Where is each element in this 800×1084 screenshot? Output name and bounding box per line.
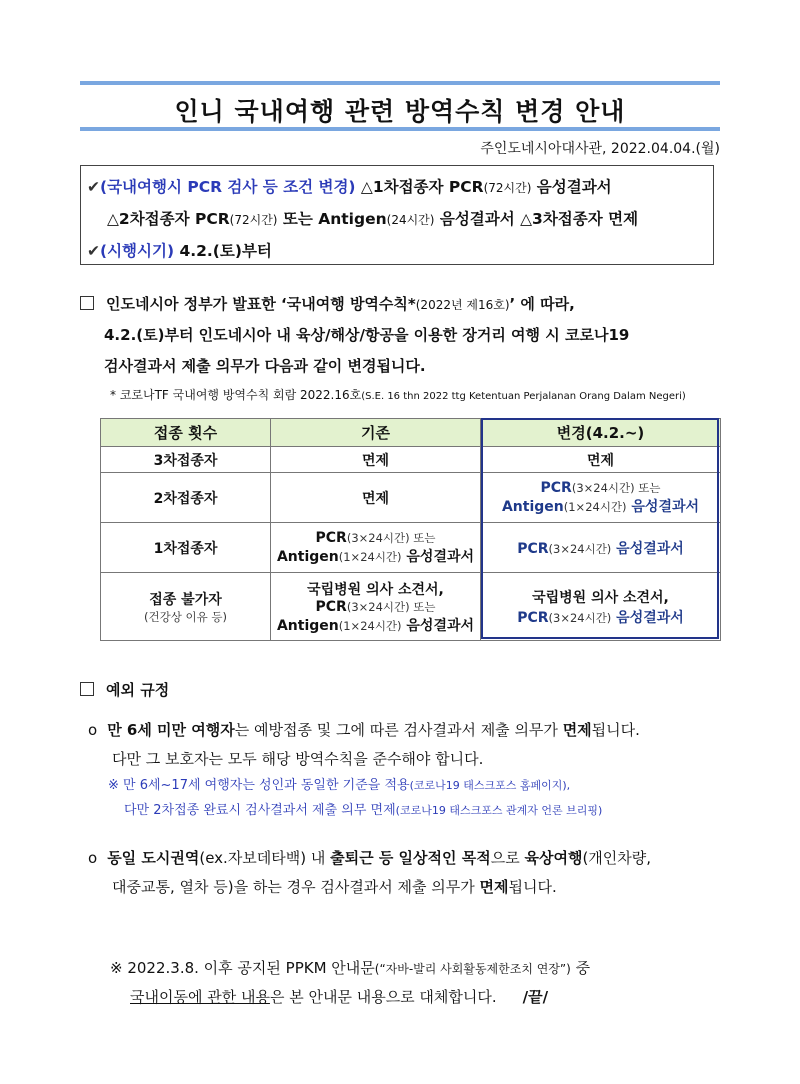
section2-heading-text: 예외 규정 xyxy=(106,681,170,699)
issuer-date: 주인도네시아대사관, 2022.04.04.(월) xyxy=(480,141,720,157)
table-cell-label: 1차접종자 xyxy=(101,523,271,573)
closing-line-2 xyxy=(130,983,548,1012)
summary-text: 4.2.(토)부터 xyxy=(174,242,272,260)
footnote-text: (S.E. 16 thn 2022 ttg Ketentuan Perjalanan Orang Dalam Negeri) xyxy=(361,391,686,402)
end-mark: /끝/ xyxy=(522,988,549,1006)
item-text: 됩니다. xyxy=(591,721,640,739)
summary-text: 음성결과서 △3차접종자 면제 xyxy=(434,210,639,228)
cell-text: PCR xyxy=(517,609,549,626)
vaccination-table xyxy=(100,418,721,641)
item-text: 면제 xyxy=(562,721,592,739)
summary-text: 또는 Antigen xyxy=(277,210,387,228)
cell-text: Antigen xyxy=(276,548,339,565)
bullet: o xyxy=(88,849,98,867)
item-text: 으로 xyxy=(490,849,525,867)
cell-text: (3×24시간) xyxy=(346,599,410,614)
cell-text: (3×24시간) xyxy=(548,541,612,556)
table-cell-new: 면제 xyxy=(481,447,721,473)
section1-text: ’ 에 따라, xyxy=(509,295,575,313)
summary-text: (72시간) xyxy=(483,181,532,195)
table-cell-new xyxy=(481,473,721,523)
cell-text: 음성결과서 xyxy=(401,548,475,565)
table-cell-label xyxy=(101,573,271,641)
closing-line-1 xyxy=(110,954,590,984)
table-cell-label: 3차접종자 xyxy=(101,447,271,473)
cell-text: 또는 xyxy=(634,480,661,495)
exception-ref-1 xyxy=(108,774,570,798)
summary-text: △2차접종자 PCR xyxy=(107,210,230,228)
item-text: 만 6세 미만 여행자 xyxy=(107,721,235,739)
exception-item-1-line-2: 다만 그 보호자는 모두 해당 방역수칙을 준수해야 합니다. xyxy=(112,750,484,768)
table-header-row xyxy=(101,419,721,447)
table-row xyxy=(101,473,721,523)
footnote-text: * 코로나TF 국내여행 방역수칙 회람 2022.16호 xyxy=(110,388,362,402)
cell-text: 또는 xyxy=(409,599,436,614)
bullet: o xyxy=(88,721,98,739)
item-text: 대중교통, 열차 등)을 하는 경우 검사결과서 제출 의무가 xyxy=(112,878,480,896)
cell-text: PCR xyxy=(517,540,549,557)
summary-text: 음성결과서 xyxy=(531,178,612,196)
item-text: 면제 xyxy=(479,878,509,896)
cell-text: 음성결과서 xyxy=(611,609,684,626)
cell-text: 국립병원 의사 소견서, xyxy=(532,589,669,606)
summary-line-3 xyxy=(87,236,713,267)
table-header: 기존 xyxy=(271,419,481,447)
check-icon: ✔ xyxy=(87,242,100,260)
cell-text: (건강상 이유 등) xyxy=(144,609,227,624)
cell-text: 음성결과서 xyxy=(401,617,475,634)
cell-text: Antigen xyxy=(276,617,339,634)
exception-item-2-line-2 xyxy=(112,873,557,902)
summary-text: (24시간) xyxy=(386,213,435,227)
table-cell-old xyxy=(271,523,481,573)
item-text: 출퇴근 등 일상적인 목적 xyxy=(330,849,491,867)
closing-text: 은 본 안내문 내용으로 대체합니다. xyxy=(269,988,497,1006)
exception-item-1-line-1 xyxy=(88,716,640,745)
summary-text: (72시간) xyxy=(229,213,278,227)
closing-text: 중 xyxy=(570,959,591,977)
cell-text: 음성결과서 xyxy=(626,498,700,515)
table-row xyxy=(101,523,721,573)
table-header: 변경(4.2.~) xyxy=(481,419,721,447)
title-bar-bottom xyxy=(80,127,720,131)
cell-text: (1×24시간) xyxy=(338,549,402,564)
item-text: (ex.자보데타백) xyxy=(199,849,307,867)
item-text: 내 xyxy=(306,849,331,867)
table-row xyxy=(101,447,721,473)
item-text: (개인차량, xyxy=(582,849,652,867)
item-text: 는 예방접종 및 그에 따른 검사결과서 제출 의무가 xyxy=(234,721,563,739)
section1-line-3: 검사결과서 제출 의무가 다음과 같이 변경됩니다. xyxy=(104,357,426,375)
table-cell-old: 면제 xyxy=(271,447,481,473)
closing-text: 국내이동에 관한 내용 xyxy=(130,988,270,1006)
cell-text: (1×24시간) xyxy=(563,499,627,514)
ref-text: (코로나19 태스크포스 관계자 언론 브리핑) xyxy=(395,804,603,817)
table-header: 접종 횟수 xyxy=(101,419,271,447)
cell-text: 국립병원 의사 소견서, xyxy=(307,581,444,598)
cell-text: (1×24시간) xyxy=(338,618,402,633)
table-cell-old xyxy=(271,573,481,641)
summary-box xyxy=(80,165,714,265)
checkbox-square-icon xyxy=(80,682,94,696)
table-cell-label: 2차접종자 xyxy=(101,473,271,523)
cell-text: PCR xyxy=(315,598,347,615)
summary-line-2 xyxy=(87,204,713,236)
cell-text: 또는 xyxy=(409,530,436,545)
section1-footnote xyxy=(110,386,686,403)
section1-line-2: 4.2.(토)부터 인도네시아 내 육상/해상/항공을 이용한 장거리 여행 시 코로나19 xyxy=(104,326,630,344)
checkbox-square-icon xyxy=(80,296,94,310)
ref-text: (코로나19 태스크포스 홈페이지), xyxy=(409,779,571,792)
ref-text: ※ 만 6세~17세 여행자는 성인과 동일한 기준을 적용 xyxy=(108,778,410,793)
summary-label-change: (국내여행시 PCR 검사 등 조건 변경) xyxy=(100,178,356,196)
summary-line-1 xyxy=(87,172,713,204)
summary-text: △1차접종자 PCR xyxy=(355,178,484,196)
item-text: 동일 도시권역 xyxy=(107,849,200,867)
page-title: 인니 국내여행 관련 방역수칙 변경 안내 xyxy=(174,97,626,126)
cell-text: (3×24시간) xyxy=(571,480,635,495)
section1-text: (2022년 제16호) xyxy=(415,298,510,312)
cell-text: PCR xyxy=(315,529,347,546)
cell-text: PCR xyxy=(540,479,572,496)
cell-text: (3×24시간) xyxy=(548,610,612,625)
section2-heading xyxy=(80,675,169,706)
closing-text: (“자바-발리 사회활동제한조치 연장”) xyxy=(374,962,571,976)
section1-text: 인도네시아 정부가 발표한 ‘국내여행 방역수칙* xyxy=(106,295,416,313)
table-row xyxy=(101,573,721,641)
exception-ref-2 xyxy=(124,799,602,823)
check-icon: ✔ xyxy=(87,178,100,196)
exception-item-2-line-1 xyxy=(88,844,651,873)
table-cell-old: 면제 xyxy=(271,473,481,523)
summary-label-date: (시행시기) xyxy=(100,242,175,260)
cell-text: (3×24시간) xyxy=(346,530,410,545)
cell-text: 음성결과서 xyxy=(611,540,684,557)
cell-text: Antigen xyxy=(501,498,564,515)
table-cell-new xyxy=(481,573,721,641)
item-text: 됩니다. xyxy=(508,878,557,896)
item-text: 육상여행 xyxy=(524,849,583,867)
table-cell-new xyxy=(481,523,721,573)
cell-text: 접종 불가자 xyxy=(149,591,222,608)
section1-line-1 xyxy=(80,289,575,321)
closing-text: ※ 2022.3.8. 이후 공지된 PPKM 안내문 xyxy=(110,959,375,977)
title-bar-top xyxy=(80,81,720,85)
ref-text: 다만 2차접종 완료시 검사결과서 제출 의무 면제 xyxy=(124,803,396,818)
